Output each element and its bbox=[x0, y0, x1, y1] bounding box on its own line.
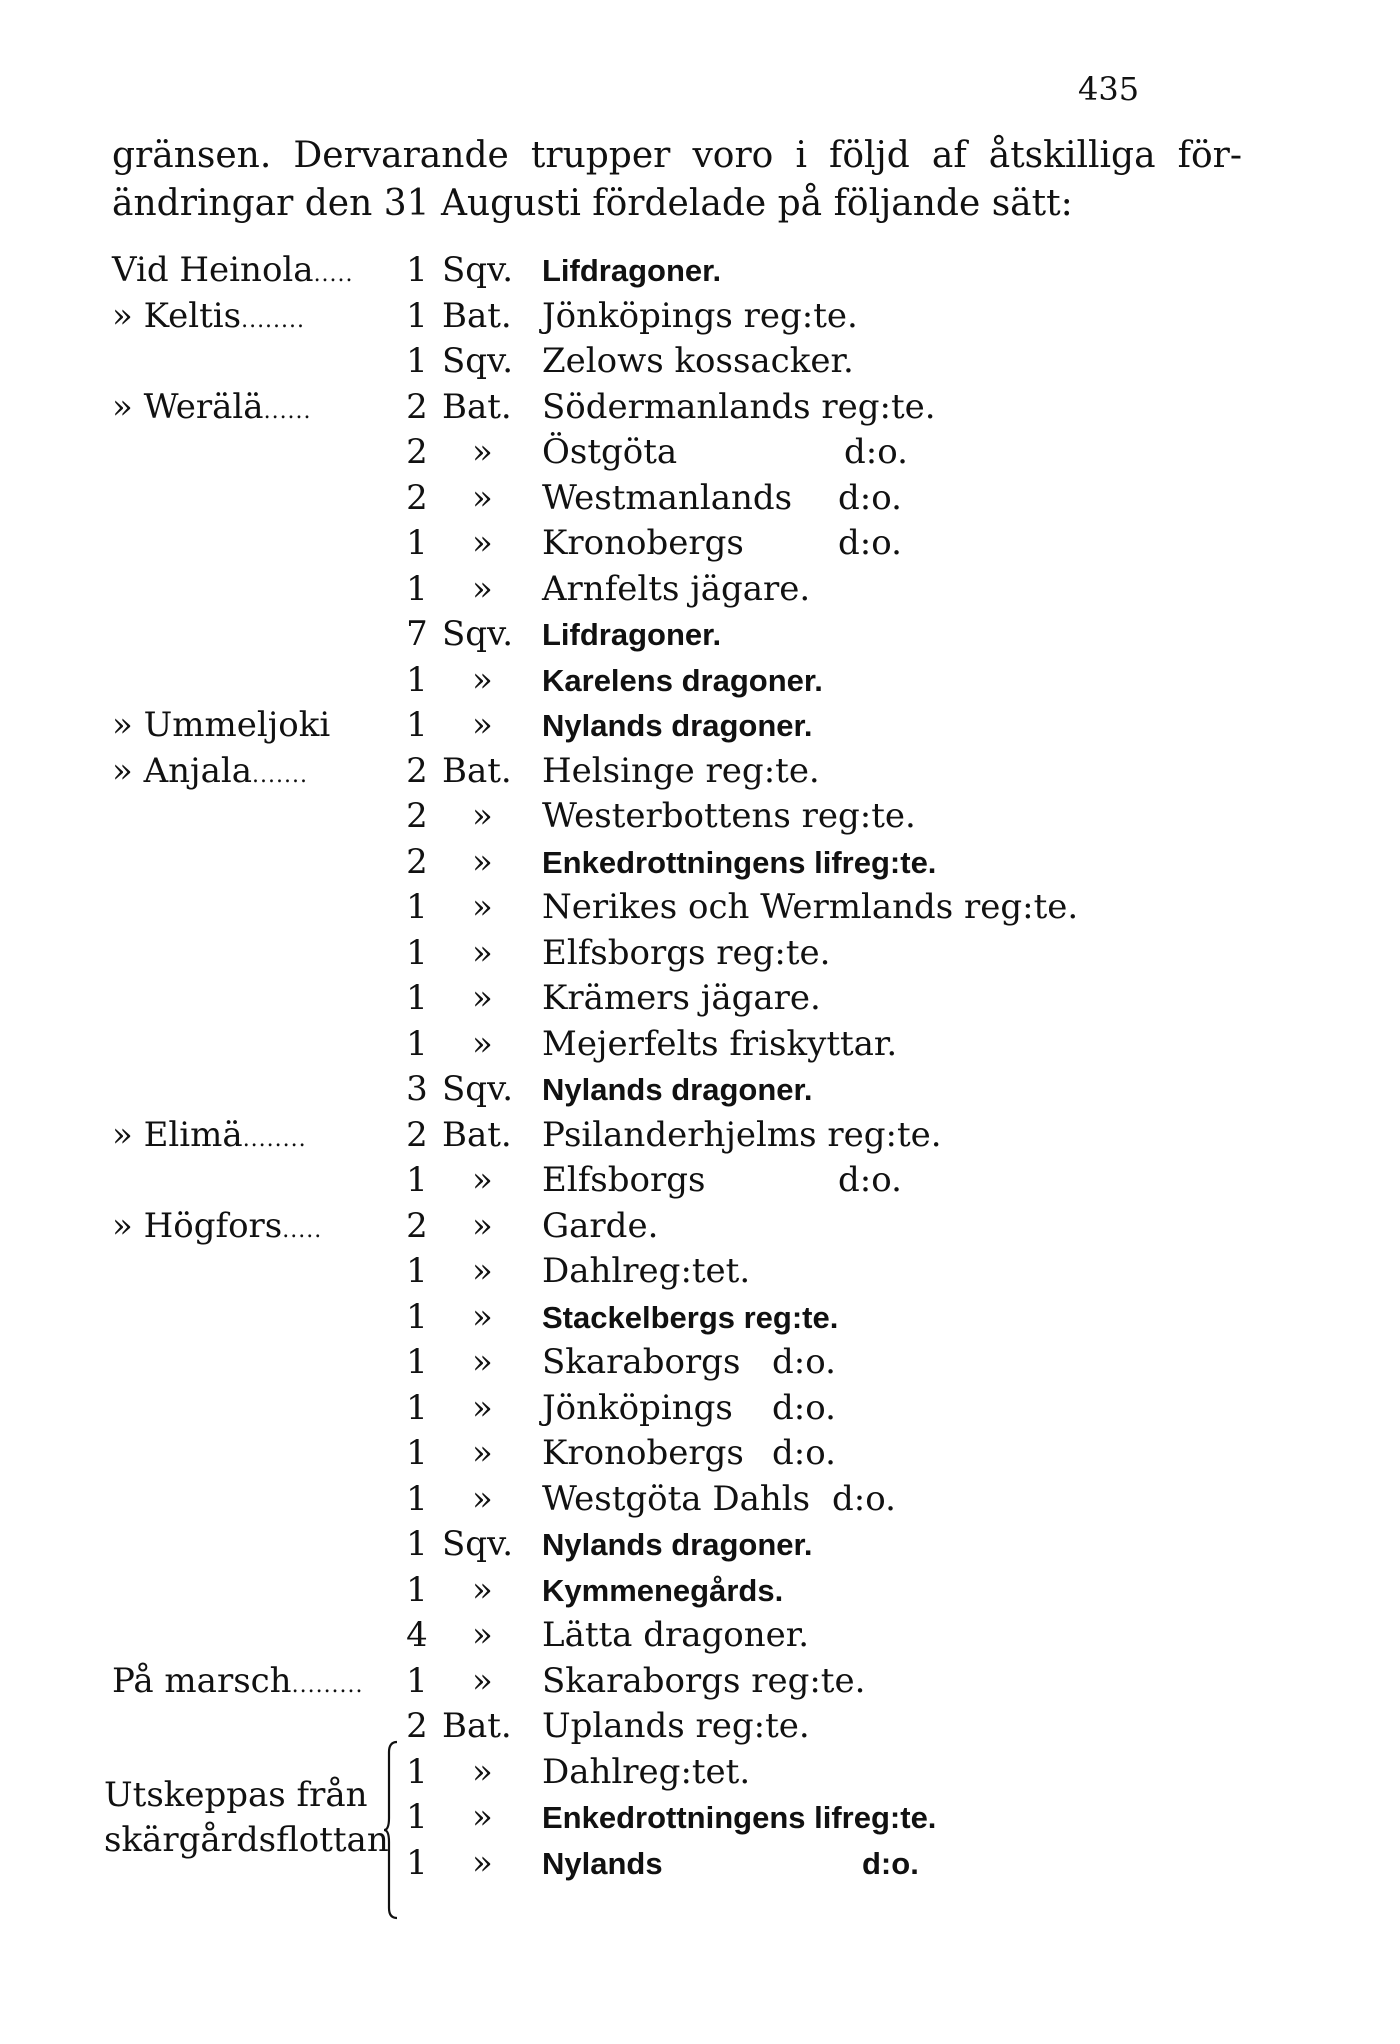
table-row bbox=[0, 1204, 1400, 1250]
regiment-name: Lifdragoner. bbox=[542, 617, 722, 652]
place-label: » Elimä........ bbox=[112, 1114, 307, 1155]
unit-count: 1 bbox=[406, 341, 428, 381]
regiment-name: Kymmenegårds. bbox=[542, 1572, 784, 1608]
table-row bbox=[0, 1568, 1400, 1614]
unit-count: 1 bbox=[406, 1751, 428, 1792]
table-row bbox=[0, 248, 1400, 294]
unit-count: 2 bbox=[406, 750, 428, 791]
regiment-name: Krämers jägare. bbox=[542, 978, 821, 1018]
unit-type: Bat. bbox=[442, 386, 512, 427]
regiment-name: Östgöta bbox=[542, 432, 678, 472]
regiment-name: Lätta dragoner. bbox=[542, 1615, 810, 1655]
unit-count: 1 bbox=[406, 1524, 428, 1564]
unit-type: » bbox=[472, 841, 493, 882]
regiment-name: Skaraborgs reg:te. bbox=[542, 1660, 866, 1701]
regiment-name: Westerbottens reg:te. bbox=[542, 796, 916, 836]
table-row bbox=[0, 1522, 1400, 1568]
unit-count: 1 bbox=[406, 1797, 428, 1837]
unit-type: » bbox=[472, 1205, 493, 1246]
regiment-name: Södermanlands reg:te. bbox=[542, 386, 936, 427]
leader-dots: ....... bbox=[252, 762, 308, 788]
table-row bbox=[0, 1613, 1400, 1659]
brace-label-line-1: Utskeppas från bbox=[104, 1775, 368, 1815]
unit-count: 1 bbox=[406, 1296, 428, 1337]
leader-dots: ......... bbox=[291, 1672, 364, 1698]
unit-type: Bat. bbox=[442, 1706, 512, 1746]
regiment-name: Lifdragoner. bbox=[542, 253, 722, 288]
regiment-name: Nylands bbox=[542, 1845, 663, 1881]
unit-count: 1 bbox=[406, 932, 428, 973]
unit-type: » bbox=[472, 659, 493, 700]
unit-type: Sqv. bbox=[442, 1524, 514, 1564]
unit-type: » bbox=[472, 1751, 493, 1792]
table-row bbox=[0, 1704, 1400, 1750]
ditto-mark: d:o. bbox=[772, 1342, 836, 1382]
unit-count: 2 bbox=[406, 1706, 428, 1746]
regiment-name: Kronobergs bbox=[542, 523, 744, 563]
unit-count: 2 bbox=[406, 1114, 428, 1155]
regiment-name: Nylands dragoner. bbox=[542, 1072, 813, 1107]
table-row bbox=[0, 749, 1400, 795]
regiment-name: Psilanderhjelms reg:te. bbox=[542, 1114, 942, 1155]
curly-brace bbox=[383, 1738, 401, 1922]
table-row bbox=[0, 1659, 1400, 1705]
place-label: » Werälä...... bbox=[112, 386, 312, 427]
brace-label-line-2: skärgårdsflottan bbox=[104, 1820, 389, 1860]
regiment-name: Elfsborgs reg:te. bbox=[542, 932, 831, 973]
place-label: » Keltis........ bbox=[112, 295, 306, 336]
unit-count: 2 bbox=[406, 796, 428, 836]
ditto-mark: d:o. bbox=[838, 477, 902, 518]
regiment-name: Dahlreg:tet. bbox=[542, 1251, 751, 1291]
table-row bbox=[0, 612, 1400, 658]
ditto-mark: d:o. bbox=[772, 1387, 836, 1428]
table-row bbox=[0, 430, 1400, 476]
place-label: » Anjala....... bbox=[112, 750, 308, 791]
unit-type: » bbox=[472, 705, 493, 745]
regiment-name: Nerikes och Wermlands reg:te. bbox=[542, 887, 1079, 927]
place-label: Vid Heinola..... bbox=[112, 250, 354, 290]
unit-count: 1 bbox=[406, 1660, 428, 1701]
unit-count: 1 bbox=[406, 568, 428, 609]
unit-type: » bbox=[472, 477, 493, 518]
unit-count: 1 bbox=[406, 523, 428, 563]
unit-type: » bbox=[472, 1251, 493, 1291]
brace-group-label bbox=[104, 1773, 389, 1863]
regiment-name: Westgöta Dahls bbox=[542, 1478, 811, 1519]
unit-type: » bbox=[472, 978, 493, 1018]
table-row bbox=[0, 476, 1400, 522]
table-row bbox=[0, 1386, 1400, 1432]
unit-type: » bbox=[472, 1387, 493, 1428]
unit-type: » bbox=[472, 796, 493, 836]
place-label: » Ummeljoki bbox=[112, 705, 331, 745]
intro-line-2: ändringar den 31 Augusti fördelade på följande sätt: bbox=[112, 183, 1073, 224]
regiment-name: Enkedrottningens lifreg:te. bbox=[542, 1800, 937, 1835]
unit-count: 1 bbox=[406, 659, 428, 700]
ditto-mark: d:o. bbox=[838, 1160, 902, 1200]
unit-type: » bbox=[472, 1569, 493, 1610]
unit-count: 1 bbox=[406, 887, 428, 927]
ditto-mark: d:o. bbox=[844, 432, 908, 472]
unit-type: » bbox=[472, 1342, 493, 1382]
table-row bbox=[0, 1340, 1400, 1386]
table-row bbox=[0, 1295, 1400, 1341]
regiment-name: Karelens dragoner. bbox=[542, 662, 823, 698]
table-row bbox=[0, 567, 1400, 613]
table-row bbox=[0, 794, 1400, 840]
unit-count: 2 bbox=[406, 841, 428, 882]
page-number: 435 bbox=[1078, 70, 1140, 108]
ditto-mark: d:o. bbox=[832, 1478, 896, 1519]
table-row bbox=[0, 1477, 1400, 1523]
unit-type: » bbox=[472, 1660, 493, 1701]
table-row bbox=[0, 1249, 1400, 1295]
regiment-name: Westmanlands bbox=[542, 477, 793, 518]
unit-type: » bbox=[472, 568, 493, 609]
table-row bbox=[0, 1113, 1400, 1159]
leader-dots: ........ bbox=[242, 1126, 307, 1152]
unit-type: » bbox=[472, 932, 493, 973]
table-row bbox=[0, 1431, 1400, 1477]
unit-type: » bbox=[472, 1842, 493, 1883]
table-row bbox=[0, 885, 1400, 931]
regiment-name: Uplands reg:te. bbox=[542, 1706, 810, 1746]
unit-count: 1 bbox=[406, 1433, 428, 1473]
leader-dots: ..... bbox=[282, 1217, 323, 1243]
regiment-name: Elfsborgs bbox=[542, 1160, 706, 1200]
unit-count: 1 bbox=[406, 978, 428, 1018]
table-row bbox=[0, 703, 1400, 749]
table-row bbox=[0, 1022, 1400, 1068]
unit-type: » bbox=[472, 1160, 493, 1200]
regiment-name: Skaraborgs bbox=[542, 1342, 741, 1382]
unit-count: 1 bbox=[406, 1251, 428, 1291]
unit-type: » bbox=[472, 432, 493, 472]
table-row bbox=[0, 1067, 1400, 1113]
table-row bbox=[0, 521, 1400, 567]
ditto-mark: d:o. bbox=[772, 1433, 836, 1473]
unit-type: » bbox=[472, 1433, 493, 1473]
unit-count: 1 bbox=[406, 1023, 428, 1064]
regiment-name: Enkedrottningens lifreg:te. bbox=[542, 844, 937, 880]
regiment-name: Kronobergs bbox=[542, 1433, 744, 1473]
table-row bbox=[0, 385, 1400, 431]
unit-type: » bbox=[472, 523, 493, 563]
unit-count: 4 bbox=[406, 1615, 428, 1655]
unit-count: 2 bbox=[406, 1205, 428, 1246]
unit-count: 1 bbox=[406, 295, 428, 336]
regiment-name: Zelows kossacker. bbox=[542, 341, 854, 381]
unit-type: » bbox=[472, 1296, 493, 1337]
unit-type: Sqv. bbox=[442, 1069, 514, 1109]
unit-count: 1 bbox=[406, 250, 428, 290]
unit-count: 1 bbox=[406, 1478, 428, 1519]
table-row bbox=[0, 976, 1400, 1022]
unit-type: Sqv. bbox=[442, 341, 514, 381]
place-label: På marsch......... bbox=[112, 1660, 364, 1701]
intro-line-1: gränsen. Dervarande trupper voro i följd af åtskilliga för- bbox=[112, 135, 1242, 176]
unit-type: » bbox=[472, 1615, 493, 1655]
regiment-name: Arnfelts jägare. bbox=[542, 568, 811, 609]
troop-table bbox=[0, 248, 1400, 1886]
leader-dots: ..... bbox=[313, 262, 354, 287]
unit-type: » bbox=[472, 887, 493, 927]
table-row bbox=[0, 339, 1400, 385]
unit-count: 2 bbox=[406, 386, 428, 427]
table-row bbox=[0, 294, 1400, 340]
ditto-mark: d:o. bbox=[838, 523, 902, 563]
table-row bbox=[0, 840, 1400, 886]
unit-type: Bat. bbox=[442, 750, 512, 791]
table-row bbox=[0, 931, 1400, 977]
unit-type: Sqv. bbox=[442, 250, 514, 290]
unit-count: 1 bbox=[406, 1387, 428, 1428]
table-row bbox=[0, 658, 1400, 704]
leader-dots: ........ bbox=[241, 307, 306, 333]
unit-count: 1 bbox=[406, 1342, 428, 1382]
unit-count: 2 bbox=[406, 477, 428, 518]
unit-count: 7 bbox=[406, 614, 428, 654]
intro-paragraph bbox=[112, 132, 1242, 228]
regiment-name: Jönköpings reg:te. bbox=[542, 295, 858, 336]
unit-type: Bat. bbox=[442, 1114, 512, 1155]
regiment-name: Dahlreg:tet. bbox=[542, 1751, 751, 1792]
unit-type: » bbox=[472, 1478, 493, 1519]
unit-type: Bat. bbox=[442, 295, 512, 336]
regiment-name: Nylands dragoner. bbox=[542, 708, 813, 743]
ditto-mark: d:o. bbox=[862, 1845, 919, 1881]
unit-type: » bbox=[472, 1023, 493, 1064]
leader-dots: ...... bbox=[263, 398, 312, 424]
unit-count: 1 bbox=[406, 1842, 428, 1883]
regiment-name: Mejerfelts friskyttar. bbox=[542, 1023, 898, 1064]
regiment-name: Stackelbergs reg:te. bbox=[542, 1299, 839, 1335]
unit-type: » bbox=[472, 1797, 493, 1837]
regiment-name: Helsinge reg:te. bbox=[542, 750, 820, 791]
regiment-name: Nylands dragoner. bbox=[542, 1527, 813, 1562]
regiment-name: Garde. bbox=[542, 1205, 659, 1246]
place-label: » Högfors..... bbox=[112, 1205, 323, 1246]
unit-count: 1 bbox=[406, 1569, 428, 1610]
regiment-name: Jönköpings bbox=[542, 1387, 733, 1428]
table-row bbox=[0, 1158, 1400, 1204]
unit-type: Sqv. bbox=[442, 614, 514, 654]
unit-count: 2 bbox=[406, 432, 428, 472]
unit-count: 1 bbox=[406, 1160, 428, 1200]
unit-count: 3 bbox=[406, 1069, 428, 1109]
unit-count: 1 bbox=[406, 705, 428, 745]
